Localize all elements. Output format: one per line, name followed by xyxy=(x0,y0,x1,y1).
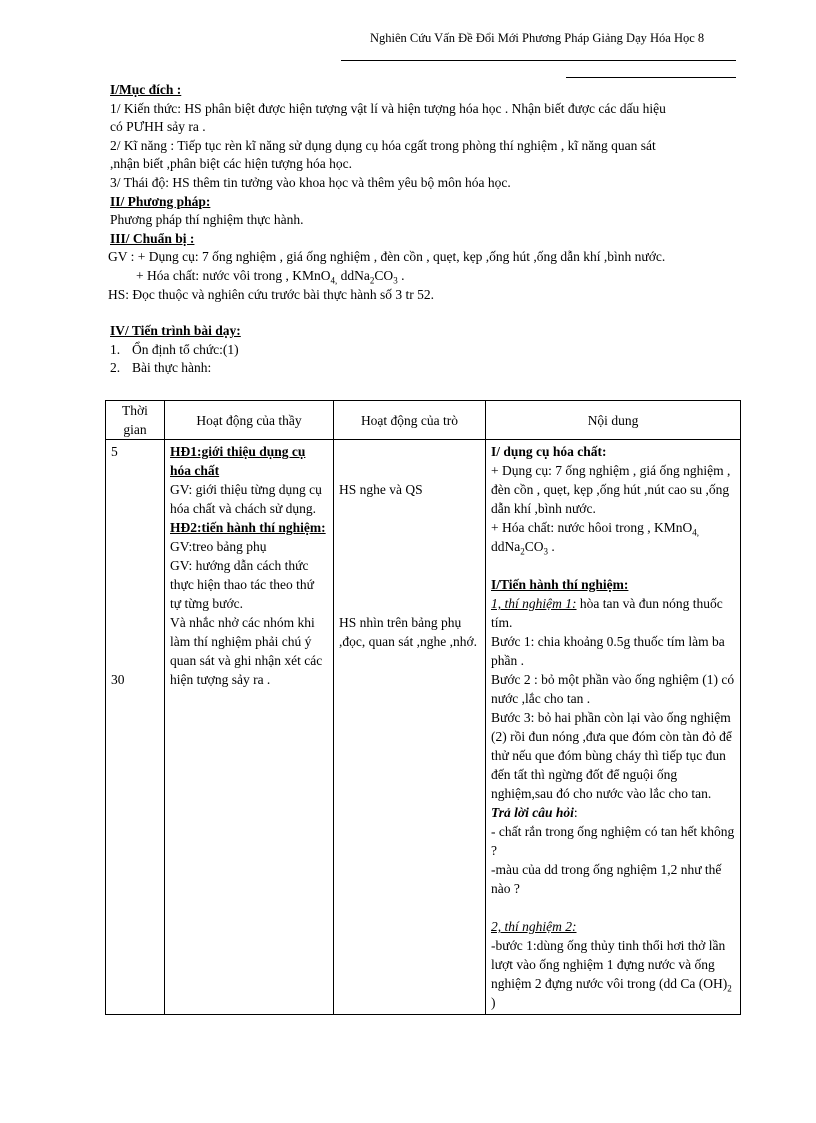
hs-prep-line: HS: Đọc thuộc và nghiên cứu trước bài thực hành số 3 tr 52. xyxy=(108,286,435,302)
hd1-title: HĐ1:giới thiệu dụng cụ hóa chất xyxy=(170,444,306,478)
col-header-teacher: Hoạt động của thầy xyxy=(165,401,334,440)
section-heading-purpose: I/Mục đích : xyxy=(110,82,182,97)
col-header-content: Nội dung xyxy=(486,401,741,440)
lesson-table xyxy=(105,400,741,1015)
gv-chem-sub: 4, xyxy=(330,275,338,286)
exp1-label: 1, thí nghiệm 1: xyxy=(491,596,577,611)
item-text: Ổn định tổ chức:(1) xyxy=(132,341,239,357)
question: - chất rắn trong ống nghiệm có tan hết không ? xyxy=(491,824,735,858)
header-rule-short xyxy=(566,77,736,78)
exp2-text: ) xyxy=(491,995,496,1010)
hd2-title: HĐ2:tiến hành thí nghiệm: xyxy=(170,520,326,535)
student-cell xyxy=(334,440,486,1015)
header-rule xyxy=(341,60,736,61)
exp2-label: 2, thí nghiệm 2: xyxy=(491,919,577,934)
time-value: 5 xyxy=(111,444,118,459)
gv-chem-text: + Hóa chất: nước vôi trong , KMnO xyxy=(136,267,331,283)
item-number: 1. xyxy=(110,341,121,357)
exp1-step: Bước 3: bỏ hai phần còn lại vào ống nghiệm (2) rồi đun nóng ,đưa que đóm còn tàn đỏ để thử nếu que đóm bùng cháy thì tiếp tục đun đến tất thì ngừng đốt để nguội ống nghiệm,sau đó cho nước vào lắc cho tan. xyxy=(491,710,732,801)
gv-chem-text: . xyxy=(397,267,405,283)
chem-sub: 4, xyxy=(692,527,700,538)
section-heading-preparation: III/ Chuẩn bị : xyxy=(110,230,195,246)
chem-text: CO xyxy=(524,539,544,554)
student-activity: HS nhìn trên bảng phụ ,đọc, quan sát ,nghe ,nhớ. xyxy=(339,615,477,649)
gv-chem-sub: 2 xyxy=(369,275,375,286)
gv-chemicals-line xyxy=(110,267,740,286)
hd2-line: Và nhắc nhở các nhóm khi làm thí nghiệm phải chú ý quan sát và ghi nhận xét các hiện tượng sảy ra . xyxy=(170,615,323,687)
hd2-line: GV: hướng dẫn cách thức thực hiện thao tác theo thứ tự từng bước. xyxy=(170,558,314,611)
experiment-1 xyxy=(491,594,735,632)
item-text: Bài thực hành: xyxy=(132,360,212,376)
question: -màu của dd trong ống nghiệm 1,2 như thế nào ? xyxy=(491,862,722,896)
item-number: 2. xyxy=(110,360,121,376)
hd1-text: GV: giới thiệu từng dụng cụ hóa chất và chách sử dụng. xyxy=(170,482,322,516)
chem-sub: 2 xyxy=(520,546,525,557)
tools-text: + Dụng cụ: 7 ống nghiệm , giá ống nghiệm , đèn cồn , quẹt, kẹp ,ống hút ,nút cao su ,ống dẫn khí ,bình nước. xyxy=(491,463,731,516)
exp2-step xyxy=(491,936,735,1012)
col-header-time: Thời gian xyxy=(106,401,165,440)
exp1-step: Bước 1: chia khoảng 0.5g thuốc tím làm ba phần . xyxy=(491,634,725,668)
chem-text: . xyxy=(548,539,555,554)
content-heading-tools: I/ dụng cụ hóa chất: xyxy=(491,444,607,459)
procedure-item xyxy=(110,359,740,378)
lesson-body xyxy=(110,81,740,378)
col-header-student: Hoạt động của trò xyxy=(334,401,486,440)
purpose-line: có PƯHH sảy ra . xyxy=(110,119,206,135)
table-row xyxy=(106,440,741,1015)
section-heading-procedure: IV/ Tiến trình bài dạy: xyxy=(110,323,241,339)
exp1-text: hòa tan và đun nóng thuốc tím. xyxy=(491,596,723,630)
chem-text: ddNa xyxy=(491,539,521,554)
procedure-item xyxy=(110,341,740,360)
answer-heading xyxy=(491,803,735,822)
answer-label: Trả lời câu hỏi xyxy=(491,805,574,820)
time-value: 30 xyxy=(111,672,125,687)
purpose-line: 1/ Kiến thức: HS phân biệt được hiện tượng vật lí và hiện tượng hóa học . Nhận biết được các dấu hiệu xyxy=(110,100,666,116)
student-activity: HS nghe và QS xyxy=(339,482,423,497)
method-text: Phương pháp thí nghiệm thực hành. xyxy=(110,212,304,228)
gv-chem-text: ddNa xyxy=(337,267,370,283)
page-header: Nghiên Cứu Vấn Đề Đổi Mới Phương Pháp Giảng Dạy Hóa Học 8 xyxy=(370,31,705,45)
purpose-line: 3/ Thái độ: HS thêm tin tưởng vào khoa học và thêm yêu bộ môn hóa học. xyxy=(110,174,511,190)
exp2-sub: 2 xyxy=(727,983,732,994)
gv-chem-sub: 3 xyxy=(393,275,398,286)
table-header-row xyxy=(106,401,741,440)
exp2-text: -bước 1:dùng ống thủy tinh thổi hơi thở lần lượt vào ống nghiệm 1 đựng nước và ống nghiệm 2 đựng nước vôi trong (dd Ca (OH) xyxy=(491,938,728,991)
content-cell xyxy=(486,440,741,1015)
purpose-line: 2/ Kĩ năng : Tiếp tục rèn kĩ năng sử dụng dụng cụ hóa cgất trong phòng thí nghiệm , kĩ năng quan sát xyxy=(110,137,656,153)
content-heading-experiment: I/Tiến hành thí nghiệm: xyxy=(491,577,629,592)
gv-chem-text: CO xyxy=(374,267,394,283)
teacher-cell xyxy=(165,440,334,1015)
chem-sub: 3 xyxy=(543,546,549,557)
time-cell xyxy=(106,440,165,1015)
gv-tools-line: GV : + Dụng cụ: 7 ống nghiệm , giá ống nghiệm , đèn cồn , quẹt, kẹp ,ống hút ,ống dẫn khí ,bình nước. xyxy=(108,249,666,265)
answer-colon: : xyxy=(573,805,578,820)
purpose-line: ,nhận biết ,phân biệt các hiện tượng hóa học. xyxy=(110,156,353,172)
chemicals-text xyxy=(491,518,735,556)
section-heading-method: II/ Phương pháp: xyxy=(110,193,211,209)
exp1-step: Bước 2 : bỏ một phần vào ống nghiệm (1) có nước ,lắc cho tan . xyxy=(491,672,735,706)
chem-text: + Hóa chất: nước hôoi trong , KMnO xyxy=(491,520,693,535)
hd2-line: GV:treo bảng phụ xyxy=(170,539,267,554)
